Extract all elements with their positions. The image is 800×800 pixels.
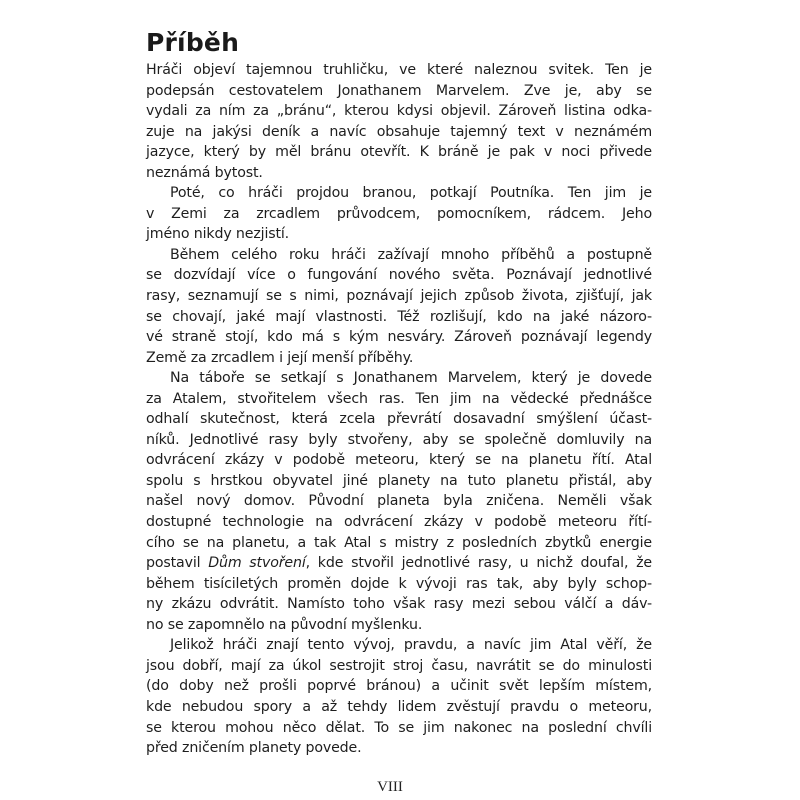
text-line: Poté, co hráči projdou branou, potkají Poutníka. Ten jim je bbox=[170, 185, 652, 202]
text-line: dostupné technologie na odvrácení zkázy v podobě meteoru řítí- bbox=[146, 514, 652, 531]
page-number: VIII bbox=[377, 779, 403, 795]
italic-title: Dům stvoření bbox=[208, 555, 306, 572]
text-line: podepsán cestovatelem Jonathanem Marvelem. Zve je, aby se bbox=[146, 82, 652, 99]
text-line: se dozvídají více o fungování nového světa. Poznávají jednotlivé bbox=[146, 267, 652, 284]
text-line: spolu s hrstkou obyvatel jiné planety na tuto planetu přistál, aby bbox=[146, 472, 652, 489]
text-line: jméno nikdy nezjistí. bbox=[146, 226, 290, 243]
text-line: jsou dobří, mají za úkol sestrojit stroj času, navrátit se do minulosti bbox=[146, 657, 652, 674]
text-line: níků. Jednotlivé rasy byly stvořeny, aby se společně domluvily na bbox=[146, 431, 652, 448]
text-line: kde nebudou spory a až tehdy lidem zvěstují pravdu o meteoru, bbox=[146, 698, 652, 715]
text-line: odvrácení zkázy v podobě meteoru, který se na planetu řítí. Atal bbox=[146, 452, 652, 469]
text-line: zuje na jakýsi deník a navíc obsahuje tajemný text v neznámém bbox=[146, 123, 652, 140]
text-line: vé straně stojí, kdo má s kým nesváry. Zároveň poznávají legendy bbox=[146, 329, 652, 346]
text-line: Země za zrcadlem i její menší příběhy. bbox=[146, 349, 414, 366]
paragraph bbox=[146, 183, 652, 245]
text-line: Hráči objeví tajemnou truhličku, ve které naleznou svitek. Ten je bbox=[146, 62, 652, 78]
text-line: postavil Dům stvoření, kde stvořil jednotlivé rasy, u nichž doufal, že bbox=[146, 555, 652, 572]
text-line: ny zkázu odvrátit. Namísto toho však rasy mezi sebou válčí a dáv- bbox=[146, 596, 652, 613]
text-line: Během celého roku hráči zažívají mnoho příběhů a postupně bbox=[170, 246, 652, 263]
text-line: před zničením planety povede. bbox=[146, 740, 362, 757]
text-line: během tisíciletých proměn dojde k vývoji ras tak, aby byly schop- bbox=[146, 575, 652, 592]
text-line: našel nový domov. Původní planeta byla zničena. Neměli však bbox=[146, 493, 652, 510]
text-line: Jelikož hráči znají tento vývoj, pravdu, a navíc jim Atal věří, že bbox=[170, 637, 652, 654]
page-body bbox=[146, 28, 652, 759]
text-line: neznámá bytost. bbox=[146, 164, 263, 181]
text-line: vydali za ním za „bránu“, kterou kdysi objevil. Zároveň listina odka- bbox=[146, 103, 652, 120]
paragraph bbox=[146, 368, 652, 635]
story-text bbox=[146, 60, 652, 759]
text-line: jazyce, který by měl bránu otevřít. K bráně je pak v noci přivede bbox=[146, 144, 652, 161]
text-line: odhalí skutečnost, která zcela převrátí dosavadní smýšlení účast- bbox=[146, 411, 652, 428]
text-line: cího se na planetu, a tak Atal s mistry z posledních zbytků energie bbox=[146, 534, 652, 551]
paragraph bbox=[146, 245, 652, 368]
section-title: Příběh bbox=[146, 28, 240, 57]
text-line: (do doby než prošli poprvé bránou) a učinit svět lepším místem, bbox=[146, 678, 652, 695]
text-line: rasy, seznamují se s nimi, poznávají jejich způsob života, zjišťují, jak bbox=[146, 288, 652, 305]
text-line: no se zapomnělo na původní myšlenku. bbox=[146, 616, 423, 633]
text-line: za Atalem, stvořitelem všech ras. Ten jim na vědecké přednášce bbox=[146, 390, 652, 407]
paragraph bbox=[146, 635, 652, 758]
paragraph bbox=[146, 60, 652, 183]
text-line: v Zemi za zrcadlem průvodcem, pomocníkem, rádcem. Jeho bbox=[146, 205, 652, 222]
text-line: Na táboře se setkají s Jonathanem Marvelem, který je dovede bbox=[170, 370, 652, 387]
text-line: se kterou mohou něco dělat. To se jim nakonec na poslední chvíli bbox=[146, 719, 652, 736]
text-line: se chovají, jaké mají vlastnosti. Též rozlišují, kdo na jaké názoro- bbox=[146, 308, 652, 325]
